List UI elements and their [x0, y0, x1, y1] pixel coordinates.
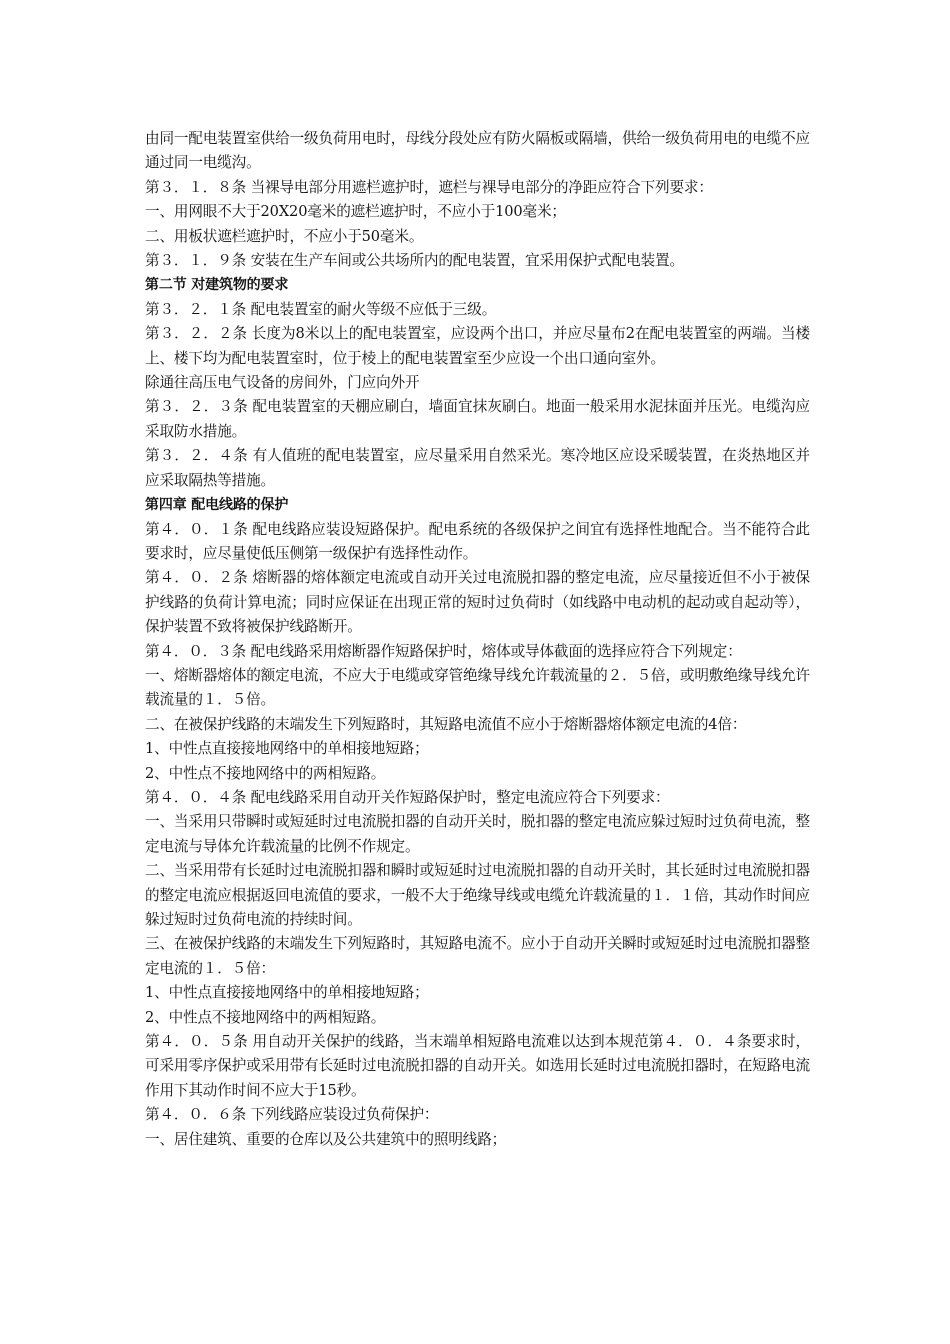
paragraph: 二、用板状遮栏遮护时，不应小于50毫米。	[145, 227, 424, 245]
paragraph: 二、在被保护线路的末端发生下列短路时，其短路电流值不应小于熔断器熔体额定电流的4倍：	[145, 715, 747, 733]
paragraph: 第３．１．９条 安装在生产车间或公共场所内的配电装置，宜采用保护式配电装置。	[145, 252, 684, 270]
paragraph: 第３．２．２条 长度为8米以上的配电装置室，应设两个出口，并应尽量布2在配电装置室的两端。当楼上、楼下均为配电装置室时，位于棱上的配电装置室至少应设一个出口通向室外。	[145, 325, 810, 367]
document-body	[145, 127, 810, 1152]
paragraph: 第４．０．４条 配电线路采用自动开关作短路保护时，整定电流应符合下列要求：	[145, 788, 670, 806]
paragraph: 第４．０．６条 下列线路应装设过负荷保护：	[145, 1106, 439, 1124]
paragraph: 第４．０．５条 用自动开关保护的线路，当末端单相短路电流难以达到本规范第４．０．４条要求时，可采用零序保护或采用带有长延时过电流脱扣器的自动开关。如选用长延时过电流脱扣器时，在短路电流作用下其动作时间不应大于15秒。	[145, 1033, 810, 1099]
paragraph: 三、在被保护线路的末端发生下列短路时，其短路电流不。应小于自动开关瞬时或短延时过电流脱扣器整定电流的１．５倍：	[145, 935, 810, 977]
paragraph: 2、中性点不接地网络中的两相短路。	[145, 1008, 386, 1026]
paragraph: 1、中性点直接接地网络中的单相接地短路；	[145, 984, 429, 1002]
paragraph: 第４．０．１条 配电线路应装设短路保护。配电系统的各级保护之间宜有选择性地配合。当不能符合此要求时，应尽量使低压侧第一级保护有选择性动作。	[145, 520, 810, 562]
paragraph: 1、中性点直接接地网络中的单相接地短路；	[145, 740, 429, 758]
paragraph: 第３．２．１条 配电装置室的耐火等级不应低于三级。	[145, 300, 497, 318]
paragraph: 一、居住建筑、重要的仓库以及公共建筑中的照明线路；	[145, 1130, 507, 1148]
paragraph: 第３．１．８条 当裸导电部分用遮栏遮护时，遮栏与裸导电部分的净距应符合下列要求：	[145, 178, 713, 196]
paragraph: 第３．２．４条 有人值班的配电装置室，应尽量采用自然采光。寒冷地区应设采暖装置，在炎热地区并应采取隔热等措施。	[145, 447, 810, 489]
paragraph: 2、中性点不接地网络中的两相短路。	[145, 764, 386, 782]
paragraph: 第４．０．３条 配电线路采用熔断器作短路保护时，熔体或导体截面的选择应符合下列规定：	[145, 642, 742, 660]
paragraph: 由同一配电装置室供给一级负荷用电时，母线分段处应有防火隔板或隔墙，供给一级负荷用电的电缆不应通过同一电缆沟。	[145, 130, 810, 172]
paragraph: 二、当采用带有长延时过电流脱扣器和瞬时或短延时过电流脱扣器的自动开关时，其长延时过电流脱扣器的整定电流应根据返回电流值的要求，一般不大于绝缘导线或电缆允许载流量的１．１倍，其动作时间应躲过短时过负荷电流的持续时间。	[145, 862, 810, 928]
paragraph: 第３．２．３条 配电装置室的天棚应刷白，墙面宜抹灰刷白。地面一般采用水泥抹面并压光。电缆沟应采取防水措施。	[145, 398, 810, 440]
paragraph: 一、当采用只带瞬时或短延时过电流脱扣器的自动开关时，脱扣器的整定电流应躲过短时过负荷电流，整定电流与导体允许载流量的比例不作规定。	[145, 813, 810, 855]
paragraph: 一、熔断器熔体的额定电流，不应大于电缆或穿管绝缘导线允许载流量的２．５倍，或明敷绝缘导线允许载流量的１．５倍。	[145, 666, 810, 709]
paragraph: 一、用网眼不大于20X20毫米的遮栏遮护时，不应小于100毫米；	[145, 203, 566, 221]
chapter-heading: 第四章 配电线路的保护	[145, 497, 289, 514]
section-heading: 第二节 对建筑物的要求	[145, 277, 289, 294]
paragraph: 第４．０．２条 熔断器的熔体额定电流或自动开关过电流脱扣器的整定电流，应尽量接近但不小于被保护线路的负荷计算电流；同时应保证在出现正常的短时过负荷时（如线路中电动机的起动或自起动等），保护装置不致将被保护线路断开。	[145, 569, 810, 636]
paragraph: 除通往高压电气设备的房间外，门应向外开	[145, 374, 420, 392]
